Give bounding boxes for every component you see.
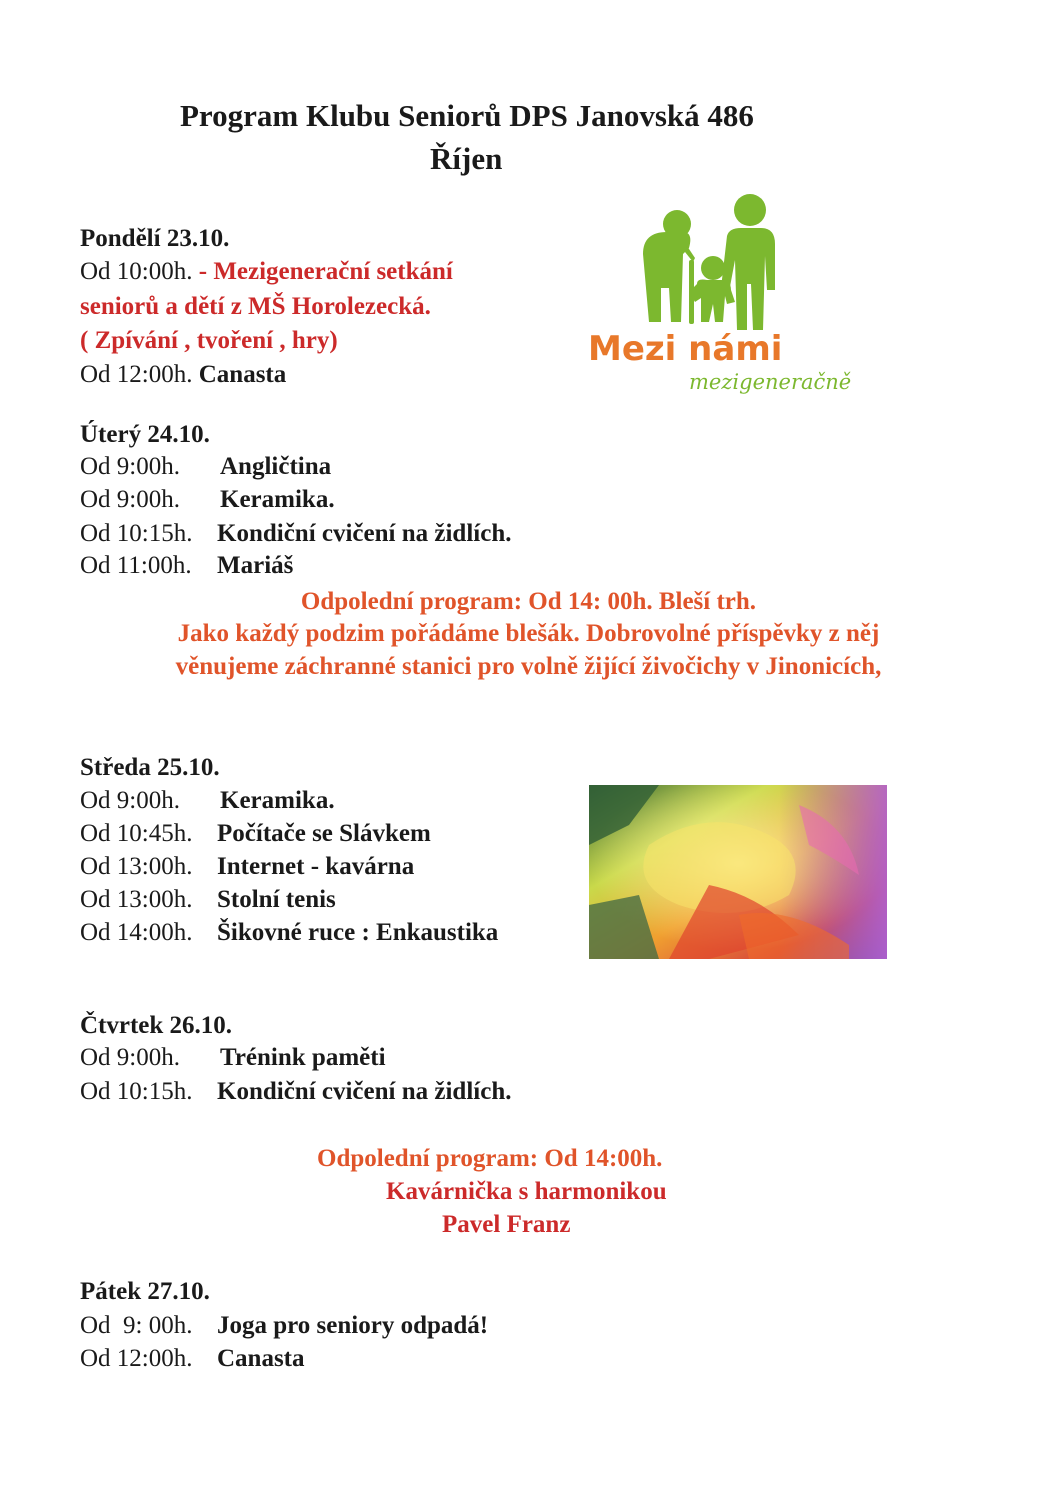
wednesday-item-time: Od 13:00h. bbox=[80, 853, 193, 880]
thursday-item-text: Trénink paměti bbox=[220, 1044, 386, 1071]
monday-line-1 bbox=[80, 258, 453, 286]
tuesday-item bbox=[80, 486, 335, 514]
wednesday-item bbox=[80, 820, 431, 848]
thursday-afternoon-line-3: Pavel Franz bbox=[442, 1211, 571, 1238]
thursday-item bbox=[80, 1044, 386, 1072]
monday-line-4 bbox=[80, 361, 286, 389]
logo-tagline: mezigeneračně bbox=[689, 370, 852, 394]
tuesday-afternoon-line-1: Odpolední program: Od 14: 00h. Bleší trh. bbox=[300, 588, 757, 615]
wednesday-item bbox=[80, 787, 335, 815]
mezi-nami-logo bbox=[585, 192, 875, 412]
thursday-item bbox=[80, 1078, 511, 1106]
wednesday-day-heading: Středa 25.10. bbox=[80, 754, 220, 781]
tuesday-item-time: Od 10:15h. bbox=[80, 520, 193, 547]
wednesday-item-time: Od 10:45h. bbox=[80, 820, 193, 847]
family-figures-icon bbox=[585, 192, 875, 342]
tuesday-afternoon-line-3: věnujeme záchranné stanici pro volně žijící živočichy v Jinonicích, bbox=[175, 653, 882, 680]
encaustic-art-image bbox=[589, 785, 887, 959]
friday-item-time: Od 12:00h. bbox=[80, 1345, 193, 1372]
tuesday-item-time: Od 11:00h. bbox=[80, 552, 192, 579]
wednesday-item-text: Keramika. bbox=[220, 787, 335, 814]
tuesday-item-text: Mariáš bbox=[217, 552, 294, 579]
friday-day-heading: Pátek 27.10. bbox=[80, 1278, 210, 1305]
wednesday-item-text: Stolní tenis bbox=[217, 886, 336, 913]
tuesday-day-heading: Úterý 24.10. bbox=[80, 421, 210, 448]
wednesday-item-text: Počítače se Slávkem bbox=[217, 820, 431, 847]
tuesday-item bbox=[80, 453, 331, 481]
thursday-afternoon-line-2: Kavárnička s harmonikou bbox=[386, 1178, 667, 1205]
wednesday-item-text: Internet - kavárna bbox=[217, 853, 415, 880]
monday-day-heading: Pondělí 23.10. bbox=[80, 225, 230, 252]
friday-item bbox=[80, 1345, 305, 1373]
monday-line-3: ( Zpívání , tvoření , hry) bbox=[80, 327, 338, 354]
tuesday-item-text: Keramika. bbox=[220, 486, 335, 513]
thursday-item-time: Od 9:00h. bbox=[80, 1044, 180, 1071]
thursday-afternoon-line-1: Odpolední program: Od 14:00h. bbox=[317, 1145, 663, 1172]
tuesday-item bbox=[80, 520, 511, 548]
wednesday-item bbox=[80, 853, 414, 881]
wednesday-item-time: Od 14:00h. bbox=[80, 919, 193, 946]
thursday-item-text: Kondiční cvičení na židlích. bbox=[217, 1078, 512, 1105]
logo-name: Mezi námi bbox=[588, 329, 783, 369]
tuesday-afternoon-line-2: Jako každý podzim pořádáme blešák. Dobrovolné příspěvky z něj bbox=[177, 620, 880, 647]
monday-line-4-time: Od 12:00h. bbox=[80, 361, 193, 388]
wednesday-item-time: Od 9:00h. bbox=[80, 787, 180, 814]
friday-item-text: Canasta bbox=[217, 1345, 305, 1372]
page-title: Program Klubu Seniorů DPS Janovská 486 bbox=[180, 98, 754, 133]
tuesday-item bbox=[80, 552, 293, 580]
monday-line-2: seniorů a dětí z MŠ Horolezecká. bbox=[80, 293, 431, 320]
monday-line-1-time: Od 10:00h. bbox=[80, 258, 193, 285]
friday-item-text: Joga pro seniory odpadá! bbox=[217, 1312, 489, 1339]
wednesday-item bbox=[80, 919, 498, 947]
wednesday-item-text: Šikovné ruce : Enkaustika bbox=[217, 919, 499, 946]
tuesday-item-time: Od 9:00h. bbox=[80, 453, 180, 480]
monday-line-1-text: - Mezigenerační setkání bbox=[192, 258, 453, 285]
page-subtitle-month: Říjen bbox=[430, 141, 503, 176]
monday-line-4-text: Canasta bbox=[198, 361, 287, 388]
friday-item-time: Od 9: 00h. bbox=[80, 1312, 193, 1339]
thursday-item-time: Od 10:15h. bbox=[80, 1078, 193, 1105]
tuesday-item-text: Kondiční cvičení na židlích. bbox=[217, 520, 512, 547]
wednesday-item bbox=[80, 886, 336, 914]
tuesday-item-time: Od 9:00h. bbox=[80, 486, 180, 513]
friday-item bbox=[80, 1312, 488, 1340]
tuesday-item-text: Angličtina bbox=[220, 453, 332, 480]
wednesday-item-time: Od 13:00h. bbox=[80, 886, 193, 913]
thursday-day-heading: Čtvrtek 26.10. bbox=[80, 1012, 233, 1039]
